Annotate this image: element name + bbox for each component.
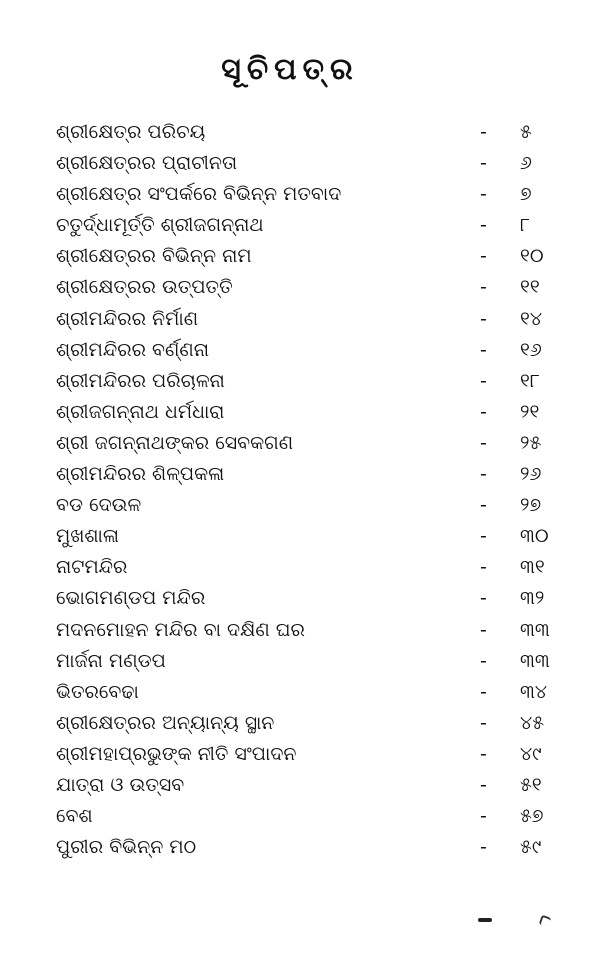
toc-entry — [56, 148, 566, 179]
entry-page-number: ୧୬ — [520, 338, 542, 361]
entry-dash: - — [480, 649, 487, 672]
entry-dash: - — [480, 711, 487, 734]
entry-page-number: ୨୭ — [520, 494, 542, 517]
toc-entry — [56, 708, 566, 739]
toc-entry — [56, 304, 566, 335]
toc-entry — [56, 272, 566, 303]
entry-dash: - — [480, 152, 487, 175]
page-title: ସୂଚିପତ୍ର — [221, 52, 359, 87]
toc-entry — [56, 832, 566, 863]
toc-entry — [56, 801, 566, 832]
toc-entry — [56, 117, 566, 148]
toc-entry — [56, 459, 566, 490]
scan-specks — [478, 912, 558, 932]
entry-page-number: ୫ — [520, 121, 532, 143]
entry-dash: - — [480, 742, 487, 765]
entry-dash: - — [480, 494, 487, 517]
entry-title: ଶ୍ରୀମନ୍ଦିରର ପରିଚାଳନା — [56, 369, 225, 392]
entry-page-number: ୨୧ — [520, 400, 540, 423]
entry-title: ଶ୍ରୀକ୍ଷେତ୍ରର ପ୍ରାଚୀନତା — [56, 152, 238, 175]
toc-entry — [56, 179, 566, 210]
entry-title: ଭିତରବେଢା — [56, 680, 139, 703]
entry-page-number: ୫୧ — [520, 773, 542, 796]
entry-dash: - — [480, 618, 487, 641]
toc-entry — [56, 428, 566, 459]
entry-title: ଚତୁର୍ଦ୍ଧାମୂର୍ତ୍ତି ଶ୍ରୀଜଗନ୍ନାଥ — [56, 214, 264, 237]
entry-title: ମୁଖଶାଳା — [56, 525, 120, 548]
entry-title: ବେଶ — [56, 805, 93, 828]
entry-dash: - — [480, 245, 487, 268]
entry-title: ଶ୍ରୀମନ୍ଦିରର ବର୍ଣ୍ଣନା — [56, 338, 210, 361]
toc-entry — [56, 335, 566, 366]
entry-title: ଶ୍ରୀକ୍ଷେତ୍ରର ଉତ୍ପତ୍ତି — [56, 276, 233, 299]
entry-dash: - — [480, 276, 487, 299]
entry-page-number: ୩୧ — [520, 556, 545, 579]
entry-page-number: ୨୫ — [520, 431, 542, 454]
toc-entry — [56, 739, 566, 770]
entry-dash: - — [480, 556, 487, 579]
entry-dash: - — [480, 183, 487, 206]
entry-title: ଶ୍ରୀକ୍ଷେତ୍ରର ଅନ୍ୟାନ୍ୟ ସ୍ଥାନ — [56, 711, 275, 734]
entry-dash: - — [480, 587, 487, 610]
entry-dash: - — [480, 338, 487, 361]
entry-page-number: ୩୨ — [520, 587, 545, 610]
entry-dash: - — [480, 680, 487, 703]
entry-page-number: ୫୯ — [520, 836, 542, 859]
entry-page-number: ୨୬ — [520, 463, 542, 486]
entry-dash: - — [480, 307, 487, 330]
entry-page-number: ୧୦ — [520, 245, 544, 268]
entry-dash: - — [480, 214, 487, 237]
toc-entry — [56, 583, 566, 614]
ink-speck — [539, 915, 552, 928]
toc-entry — [56, 770, 566, 801]
toc-entry — [56, 241, 566, 272]
entry-title: ଭୋଗମଣ୍ଡପ ମନ୍ଦିର — [56, 587, 206, 610]
entry-page-number: ୧୮ — [520, 369, 540, 392]
entry-page-number: ୧୪ — [520, 307, 543, 330]
entry-title: ଶ୍ରୀମନ୍ଦିରର ନିର୍ମାଣ — [56, 307, 199, 330]
entry-title: ବଡ ଦେଉଳ — [56, 494, 142, 517]
entry-dash: - — [480, 431, 487, 454]
entry-title: ମଦନମୋହନ ମନ୍ଦିର ବା ଦକ୍ଷିଣ ଘର — [56, 618, 305, 641]
toc-entry — [56, 615, 566, 646]
toc-entry — [56, 677, 566, 708]
entry-dash: - — [480, 121, 487, 143]
entry-dash: - — [480, 525, 487, 548]
entry-title: ଶ୍ରୀକ୍ଷେତ୍ର ସଂପର୍କରେ ବିଭିନ୍ନ ମତବାଦ — [56, 183, 342, 206]
table-of-contents — [56, 117, 566, 863]
entry-dash: - — [480, 400, 487, 423]
entry-title: ଯାତ୍ରା ଓ ଉତ୍ସବ — [56, 773, 185, 796]
entry-dash: - — [480, 836, 487, 859]
entry-title: ଶ୍ରୀକ୍ଷେତ୍ର ପରିଚୟ — [56, 121, 206, 143]
entry-title: ଶ୍ରୀ ଜଗନ୍ନାଥଙ୍କର ସେବକଗଣ — [56, 431, 294, 454]
toc-entry — [56, 646, 566, 677]
entry-page-number: ୪୫ — [520, 711, 545, 734]
toc-entry — [56, 366, 566, 397]
entry-page-number: ୫୭ — [520, 805, 544, 828]
entry-title: ଶ୍ରୀଜଗନ୍ନାଥ ଧର୍ମଧାରା — [56, 400, 225, 423]
entry-page-number: ୩୪ — [520, 680, 548, 703]
entry-page-number: ୬ — [520, 152, 532, 175]
toc-entry — [56, 397, 566, 428]
toc-entry — [56, 490, 566, 521]
entry-dash: - — [480, 369, 487, 392]
ink-speck — [478, 918, 492, 922]
entry-title: ଶ୍ରୀକ୍ଷେତ୍ରର ବିଭିନ୍ନ ନାମ — [56, 245, 252, 268]
entry-dash: - — [480, 805, 487, 828]
entry-page-number: ୮ — [520, 214, 530, 237]
entry-page-number: ୧୧ — [520, 276, 540, 299]
entry-dash: - — [480, 463, 487, 486]
entry-title: ନାଟମନ୍ଦିର — [56, 556, 128, 579]
entry-page-number: ୩୩ — [520, 618, 550, 641]
toc-entry — [56, 521, 566, 552]
entry-dash: - — [480, 773, 487, 796]
toc-entry — [56, 552, 566, 583]
entry-page-number: ୭ — [520, 183, 532, 206]
toc-entry — [56, 210, 566, 241]
entry-title: ମାର୍ଜନା ମଣ୍ଡପ — [56, 649, 166, 672]
entry-title: ଶ୍ରୀମନ୍ଦିରର ଶିଳ୍ପକଳା — [56, 463, 225, 486]
entry-page-number: ୩୩ — [520, 649, 550, 672]
entry-title: ପୁରୀର ବିଭିନ୍ନ ମଠ — [56, 836, 197, 859]
entry-page-number: ୩୦ — [520, 525, 549, 548]
entry-title: ଶ୍ରୀମହାପ୍ରଭୁଙ୍କ ନୀତି ସଂପାଦନ — [56, 742, 297, 765]
entry-page-number: ୪୯ — [520, 742, 542, 765]
